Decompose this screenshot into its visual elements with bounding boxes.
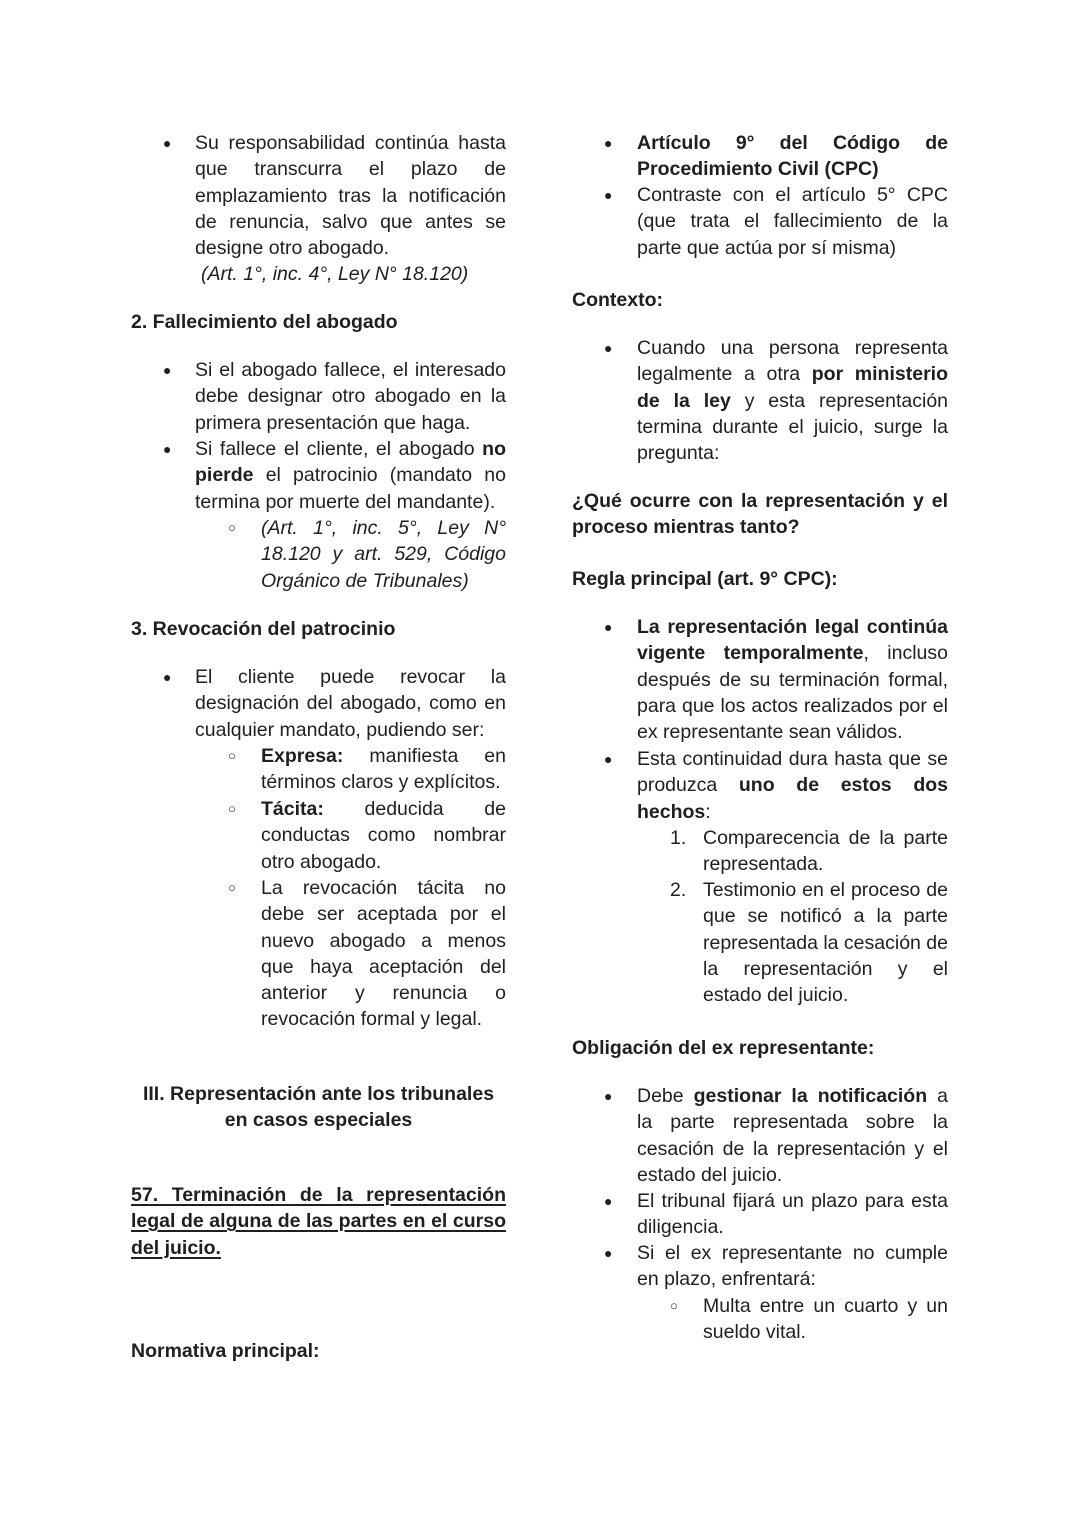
list-item: [637, 1083, 948, 1188]
item-text: Si el abogado fallece, el interesado debe designar otro abogado en la primera presentación que haga.: [195, 359, 506, 434]
bullet-icon: ●: [604, 187, 613, 203]
citation: (Art. 1°, inc. 5°, Ley N° 18.120 y art. 529, Código Orgánico de Tribunales): [261, 517, 506, 592]
citation: (Art. 1°, inc. 4°, Ley N° 18.120): [201, 263, 469, 285]
bullet-icon: ●: [604, 1193, 613, 1209]
emphasis: por ministerio de la ley: [637, 363, 948, 412]
item-text: manifiesta en términos claros y explícitos.: [261, 745, 506, 794]
sub-list-item-tacita: [261, 796, 506, 875]
bullet-icon: ●: [163, 362, 172, 378]
numbered-item: Testimonio en el proceso de que se notificó a la parte representada la cesación de la representación y el estado del juicio.: [703, 879, 948, 1007]
item-text: y esta representación termina durante el juicio, surge la pregunta:: [637, 389, 949, 465]
bullet-icon: ●: [604, 340, 613, 356]
list-item: [195, 436, 506, 515]
sub-bullet-icon: ○: [228, 520, 236, 535]
bullet-icon: ●: [604, 135, 613, 151]
list-item: Artículo 9° del Código de Procedimiento Civil (CPC): [637, 132, 948, 181]
label: Expresa:: [261, 745, 344, 767]
bullet-icon: ●: [163, 135, 172, 151]
item-text: Debe: [637, 1085, 694, 1107]
item-text: :: [705, 800, 711, 823]
section-heading-57: 57. Terminación de la representación legal de alguna de las partes en el curso del juicio.: [131, 1184, 506, 1259]
sub-list-item-expresa: [261, 743, 506, 796]
item-text: Esta continuidad dura hasta que se produzca: [637, 748, 948, 797]
obligacion-heading: Obligación del ex representante:: [572, 1037, 875, 1059]
list-item: Si el ex representante no cumple en plazo, enfrentará:: [637, 1242, 948, 1291]
item-text: , incluso después de su terminación formal, para que los actos realizados por el ex representante sean válidos.: [637, 642, 948, 744]
emphasis: uno de estos dos hechos: [637, 774, 948, 823]
item-text: Su responsabilidad continúa hasta que transcurra el plazo de emplazamiento tras la notificación de renuncia, salvo que antes se designe otro abogado.: [195, 132, 506, 260]
bullet-icon: ●: [163, 441, 172, 457]
emphasis: pierde: [195, 464, 254, 487]
bullet-icon: ●: [604, 1245, 613, 1261]
list-item: [195, 357, 506, 436]
list-item: El cliente puede revocar la designación del abogado, como en cualquier mandato, pudiendo ser:: [195, 666, 506, 741]
emphasis: no: [482, 438, 506, 460]
bullet-icon: ●: [604, 619, 613, 635]
item-text: el patrocinio (mandato no termina por muerte del mandante).: [195, 464, 506, 513]
emphasis: La representación legal continúa vigente temporalmente: [637, 616, 948, 665]
part-heading-line2: en casos especiales: [224, 1109, 413, 1131]
list-item-responsabilidad: [195, 130, 506, 261]
item-text: Si fallece el cliente, el abogado: [195, 438, 483, 460]
label: Tácita:: [261, 798, 324, 820]
list-item: [637, 746, 948, 825]
item-text: deducida de conductas como nombrar otro abogado.: [261, 798, 506, 873]
emphasis: gestionar la notificación: [693, 1085, 928, 1107]
list-item: Contraste con el artículo 5° CPC (que trata el fallecimiento de la parte que actúa por sí misma): [637, 184, 948, 259]
contexto-heading: Contexto:: [572, 289, 663, 311]
item-text: Cuando una persona representa legalmente a otra: [637, 337, 948, 386]
sub-bullet-icon: ○: [670, 1298, 678, 1313]
section-heading-revocacion: 3. Revocación del patrocinio: [131, 618, 396, 640]
sub-bullet-icon: ○: [228, 801, 236, 816]
regla-heading: Regla principal (art. 9° CPC):: [572, 568, 838, 590]
question-heading: ¿Qué ocurre con la representación y el proceso mientras tanto?: [572, 490, 948, 539]
sub-bullet-icon: ○: [228, 748, 236, 763]
bullet-icon: ●: [604, 751, 613, 767]
list-number: 1.: [670, 827, 687, 849]
list-item: [637, 614, 948, 745]
bullet-icon: ●: [604, 1088, 613, 1104]
sub-list-item: Multa entre un cuarto y un sueldo vital.: [703, 1295, 948, 1344]
section-heading-fallecimiento: 2. Fallecimiento del abogado: [131, 311, 398, 333]
list-item: El tribunal fijará un plazo para esta diligencia.: [637, 1190, 948, 1239]
part-heading-line1: III. Representación ante los tribunales: [142, 1083, 495, 1105]
item-text: a la parte representada sobre la cesación de la representación y el estado del juicio.: [637, 1085, 948, 1186]
numbered-item: Comparecencia de la parte representada.: [703, 827, 948, 876]
list-number: 2.: [670, 879, 687, 901]
bullet-icon: ●: [163, 669, 172, 685]
sub-list-item: La revocación tácita no debe ser aceptada por el nuevo abogado a menos que haya aceptación del anterior y renuncia o revocación formal y legal.: [261, 877, 506, 1031]
normativa-heading: Normativa principal:: [131, 1340, 320, 1362]
list-item: [637, 335, 948, 466]
sub-bullet-icon: ○: [228, 880, 236, 895]
